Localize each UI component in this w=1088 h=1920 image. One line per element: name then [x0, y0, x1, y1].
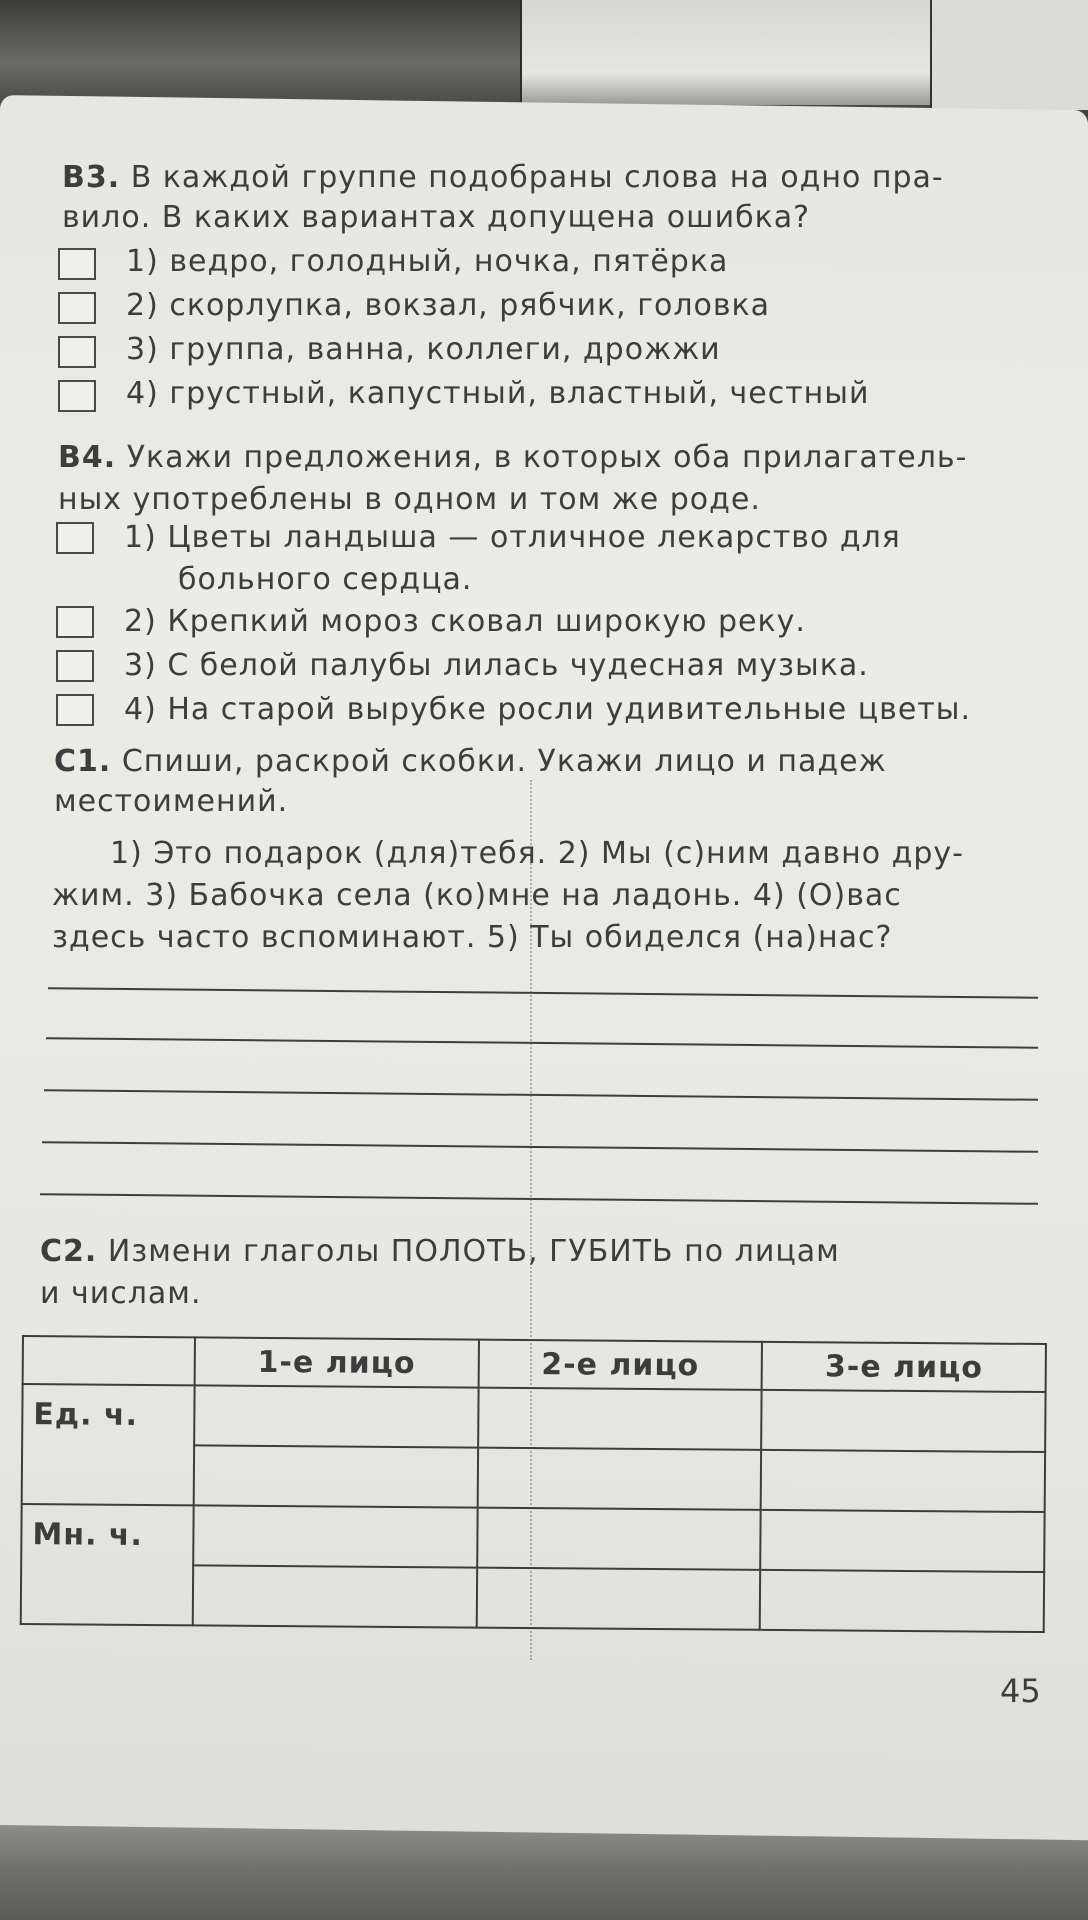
table-cell[interactable]: [193, 1565, 477, 1627]
table-cell[interactable]: [478, 1388, 762, 1450]
b4-option4: 4) На старой вырубке росли удивительные цветы.: [124, 692, 971, 727]
b3-question-line2: вило. В каких вариантах допущена ошибка?: [62, 200, 811, 235]
table-cell[interactable]: [477, 1508, 761, 1570]
b3-option3: 3) группа, ванна, коллеги, дрожжи: [126, 332, 721, 367]
c1-text-1: Спиши, раскрой скобки. Укажи лицо и падеж: [121, 744, 887, 779]
c1-task-line1: 1) Это подарок (для)тебя. 2) Мы (с)ним давно дру-: [110, 836, 965, 871]
b4-option1-line2: больного сердца.: [178, 562, 473, 597]
table-cell[interactable]: [476, 1568, 760, 1630]
c1-question-line1: [54, 744, 887, 779]
answer-line-2[interactable]: [46, 1037, 1038, 1049]
b3-option1: 1) ведро, голодный, ночка, пятёрка: [126, 244, 729, 279]
table-cell[interactable]: [760, 1570, 1044, 1632]
b4-question-line2: ных употреблены в одном и том же роде.: [58, 482, 761, 517]
b3-number: В3.: [62, 160, 121, 195]
b3-text-1: В каждой группе подобраны слова на одно пра-: [130, 160, 944, 195]
answer-line-1[interactable]: [48, 987, 1038, 999]
c1-number: С1.: [54, 744, 112, 779]
table-header-row: [23, 1336, 1046, 1392]
table-header-1st-person: 1-е лицо: [195, 1337, 479, 1387]
b4-question-line1: [58, 440, 967, 475]
table-cell[interactable]: [193, 1505, 477, 1567]
answer-line-4[interactable]: [42, 1141, 1038, 1153]
c1-task-line2: жим. 3) Бабочка села (ко)мне на ладонь. 4) (О)вас: [52, 878, 902, 913]
table-cell[interactable]: [760, 1510, 1044, 1572]
table-cell[interactable]: [477, 1448, 761, 1510]
table-header-3rd-person: 3-е лицо: [762, 1342, 1046, 1392]
page-number: 45: [1000, 1672, 1041, 1710]
b3-option2: 2) скорлупка, вокзал, рябчик, головка: [126, 288, 771, 323]
c2-question-line2: и числам.: [40, 1276, 202, 1311]
b3-option4: 4) грустный, капустный, властный, честный: [126, 376, 870, 411]
table-cell[interactable]: [761, 1390, 1045, 1452]
table-row: [21, 1504, 1044, 1572]
answer-line-5[interactable]: [40, 1193, 1038, 1205]
row-header-plural: Мн. ч.: [21, 1504, 194, 1625]
c2-text-1: Измени глаголы ПОЛОТЬ, ГУБИТЬ по лицам: [107, 1234, 840, 1269]
table-header-empty: [23, 1336, 195, 1385]
table-cell[interactable]: [761, 1450, 1045, 1512]
row-header-singular: Ед. ч.: [22, 1384, 195, 1505]
b4-option1-line1: 1) Цветы ландыша — отличное лекарство для: [124, 520, 901, 555]
b4-number: В4.: [58, 440, 117, 475]
c2-number: С2.: [40, 1234, 98, 1269]
table-cell[interactable]: [194, 1445, 478, 1507]
c1-question-line2: местоимений.: [54, 784, 289, 819]
table-header-2nd-person: 2-е лицо: [478, 1340, 762, 1390]
verb-conjugation-table: [20, 1335, 1047, 1633]
c1-task-line3: здесь часто вспоминают. 5) Ты обиделся (на)нас?: [52, 920, 893, 955]
c2-question-line1: [40, 1234, 840, 1269]
b4-option3: 3) С белой палубы лилась чудесная музыка.: [124, 648, 869, 683]
answer-line-3[interactable]: [44, 1089, 1038, 1101]
table-row: [22, 1384, 1045, 1452]
b3-question-line1: [62, 160, 944, 195]
b4-option2: 2) Крепкий мороз сковал широкую реку.: [124, 604, 806, 639]
table-cell[interactable]: [194, 1385, 478, 1447]
b4-text-1: Укажи предложения, в которых оба прилагатель-: [126, 440, 968, 475]
